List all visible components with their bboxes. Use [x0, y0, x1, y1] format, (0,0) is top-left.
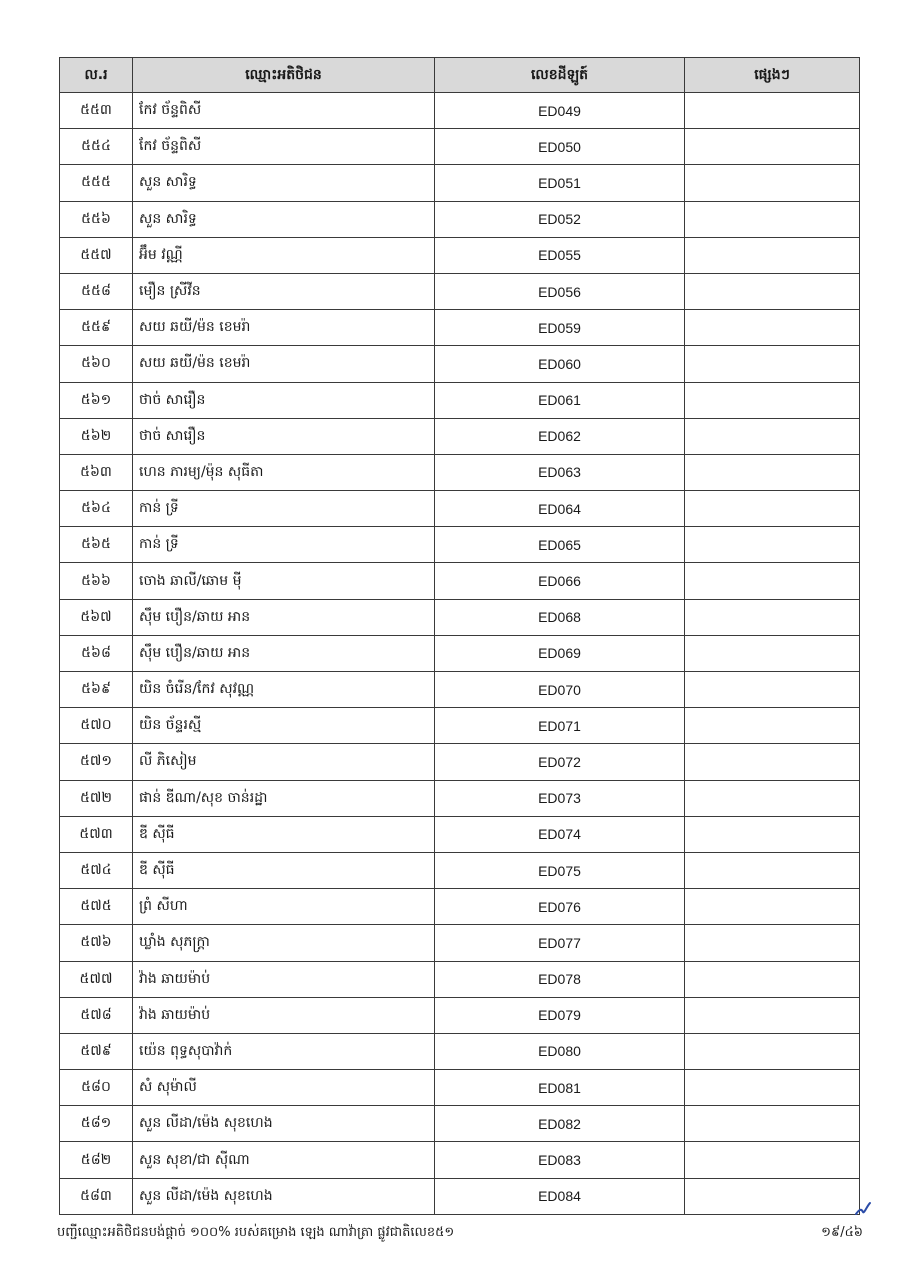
customer-name-cell: សយ ឆយី/ម៉ន ខេមរ៉ា: [133, 310, 435, 346]
row-number-cell: ៥៨១: [60, 1106, 133, 1142]
lot-number-cell: ED069: [435, 635, 685, 671]
row-number-cell: ៥៦៨: [60, 635, 133, 671]
remarks-cell: [685, 672, 860, 708]
lot-number-cell: ED068: [435, 599, 685, 635]
row-number-cell: ៥៦៣: [60, 454, 133, 490]
lot-number-cell: ED077: [435, 925, 685, 961]
lot-number-cell: ED066: [435, 563, 685, 599]
remarks-cell: [685, 852, 860, 888]
row-number-cell: ៥៥៧: [60, 237, 133, 273]
lot-number-cell: ED055: [435, 237, 685, 273]
remarks-cell: [685, 816, 860, 852]
customer-name-cell: កាន់ ទ្រី: [133, 527, 435, 563]
lot-number-cell: ED070: [435, 672, 685, 708]
row-number-cell: ៥៧៧: [60, 961, 133, 997]
remarks-cell: [685, 925, 860, 961]
row-number-cell: ៥៨០: [60, 1070, 133, 1106]
table-row: [60, 527, 860, 563]
customer-name-cell: កាន់ ទ្រី: [133, 491, 435, 527]
row-number-cell: ៥៧៣: [60, 816, 133, 852]
row-number-cell: ៥៧៩: [60, 1033, 133, 1069]
customer-name-cell: មឿន ស្រីវីន: [133, 273, 435, 309]
table-row: [60, 237, 860, 273]
remarks-cell: [685, 599, 860, 635]
row-number-cell: ៥៧៥: [60, 889, 133, 925]
row-number-cell: ៥៥៨: [60, 273, 133, 309]
initial-mark-icon: [852, 1200, 874, 1222]
lot-number-cell: ED084: [435, 1178, 685, 1214]
table-row: [60, 599, 860, 635]
customer-name-cell: យ៉េន ពុទ្ធសុបាវ៉ាក់: [133, 1033, 435, 1069]
lot-number-cell: ED063: [435, 454, 685, 490]
table-row: [60, 925, 860, 961]
lot-number-cell: ED051: [435, 165, 685, 201]
remarks-cell: [685, 1033, 860, 1069]
row-number-cell: ៥៧៤: [60, 852, 133, 888]
lot-number-cell: ED080: [435, 1033, 685, 1069]
lot-number-cell: ED074: [435, 816, 685, 852]
remarks-cell: [685, 491, 860, 527]
remarks-cell: [685, 165, 860, 201]
remarks-cell: [685, 310, 860, 346]
row-number-cell: ៥៨២: [60, 1142, 133, 1178]
customer-name-cell: ឌី ស៊ីធី: [133, 852, 435, 888]
lot-number-cell: ED081: [435, 1070, 685, 1106]
customer-name-cell: ផាន់ ឌីណា/សុខ ចាន់រដ្ឋា: [133, 780, 435, 816]
row-number-cell: ៥៧២: [60, 780, 133, 816]
remarks-cell: [685, 889, 860, 925]
row-number-cell: ៥៥៤: [60, 129, 133, 165]
table-row: [60, 672, 860, 708]
remarks-cell: [685, 635, 860, 671]
lot-number-cell: ED056: [435, 273, 685, 309]
row-number-cell: ៥៦៥: [60, 527, 133, 563]
customer-name-cell: សួន លីដា/ម៉េង សុខហេង: [133, 1178, 435, 1214]
customer-name-cell: ស៊ឹម បឿន/ឆាយ អាន: [133, 599, 435, 635]
customer-name-cell: វ៉ាង ឆាយម៉ាប់: [133, 997, 435, 1033]
row-number-cell: ៥៦៦: [60, 563, 133, 599]
table-row: [60, 382, 860, 418]
lot-number-cell: ED052: [435, 201, 685, 237]
customer-name-cell: លី ភិសៀម: [133, 744, 435, 780]
customer-name-cell: ស៊ឹម បឿន/ឆាយ អាន: [133, 635, 435, 671]
row-number-cell: ៥៧៦: [60, 925, 133, 961]
table-row: [60, 744, 860, 780]
table-row: [60, 889, 860, 925]
lot-number-cell: ED065: [435, 527, 685, 563]
table-row: [60, 346, 860, 382]
row-number-cell: ៥៧៨: [60, 997, 133, 1033]
table-row: [60, 165, 860, 201]
table-row: [60, 93, 860, 129]
lot-number-cell: ED064: [435, 491, 685, 527]
customer-name-cell: យិន ចំរើន/កែវ សុវណ្ណ: [133, 672, 435, 708]
table-row: [60, 454, 860, 490]
remarks-cell: [685, 961, 860, 997]
remarks-cell: [685, 129, 860, 165]
customer-name-cell: ឃ្លាំង សុភក្ត្រា: [133, 925, 435, 961]
customer-name-cell: ហេន ភារម្យ/ម៉ុន សុធីតា: [133, 454, 435, 490]
table-header-row: [60, 58, 860, 93]
customer-name-cell: សួន សារិទ្ធ: [133, 165, 435, 201]
table-row: [60, 1106, 860, 1142]
remarks-cell: [685, 997, 860, 1033]
lot-number-cell: ED072: [435, 744, 685, 780]
customer-name-cell: សយ ឆយី/ម៉ន ខេមរ៉ា: [133, 346, 435, 382]
table-row: [60, 310, 860, 346]
customer-name-cell: អ៊ឹម វណ្ណី: [133, 237, 435, 273]
row-number-cell: ៥៥៦: [60, 201, 133, 237]
remarks-cell: [685, 1178, 860, 1214]
remarks-cell: [685, 201, 860, 237]
remarks-cell: [685, 744, 860, 780]
lot-number-cell: ED082: [435, 1106, 685, 1142]
customer-name-cell: ព្រំ សីហា: [133, 889, 435, 925]
lot-number-cell: ED061: [435, 382, 685, 418]
table-row: [60, 491, 860, 527]
customer-name-cell: ថាច់ សារឿន: [133, 382, 435, 418]
row-number-cell: ៥៦៩: [60, 672, 133, 708]
remarks-cell: [685, 708, 860, 744]
table-row: [60, 1070, 860, 1106]
table-row: [60, 1142, 860, 1178]
customer-name-cell: វ៉ាង ឆាយម៉ាប់: [133, 961, 435, 997]
remarks-cell: [685, 346, 860, 382]
table-row: [60, 1178, 860, 1214]
header-customer-name: ឈ្មោះអតិថិជន: [133, 58, 435, 93]
lot-number-cell: ED083: [435, 1142, 685, 1178]
customer-name-cell: កែវ ច័ន្ទពិសី: [133, 93, 435, 129]
lot-number-cell: ED050: [435, 129, 685, 165]
remarks-cell: [685, 93, 860, 129]
lot-number-cell: ED078: [435, 961, 685, 997]
customer-name-cell: យិន ច័ន្ទរស្មី: [133, 708, 435, 744]
page-footer: [57, 1224, 863, 1248]
lot-number-cell: ED075: [435, 852, 685, 888]
remarks-cell: [685, 1070, 860, 1106]
table-row: [60, 1033, 860, 1069]
page-number: ១៩/៤៦: [821, 1225, 863, 1240]
lot-number-cell: ED076: [435, 889, 685, 925]
customer-table-container: [59, 57, 859, 1215]
table-row: [60, 852, 860, 888]
customer-name-cell: កែវ ច័ន្ទពិសី: [133, 129, 435, 165]
remarks-cell: [685, 454, 860, 490]
row-number-cell: ៥៨៣: [60, 1178, 133, 1214]
remarks-cell: [685, 563, 860, 599]
customer-name-cell: សួន សុខា/ជា ស៊ីណា: [133, 1142, 435, 1178]
remarks-cell: [685, 780, 860, 816]
lot-number-cell: ED073: [435, 780, 685, 816]
row-number-cell: ៥៦៧: [60, 599, 133, 635]
lot-number-cell: ED062: [435, 418, 685, 454]
row-number-cell: ៥៥៩: [60, 310, 133, 346]
row-number-cell: ៥៧០: [60, 708, 133, 744]
remarks-cell: [685, 1106, 860, 1142]
table-row: [60, 201, 860, 237]
table-row: [60, 816, 860, 852]
table-row: [60, 708, 860, 744]
lot-number-cell: ED049: [435, 93, 685, 129]
remarks-cell: [685, 418, 860, 454]
remarks-cell: [685, 237, 860, 273]
customer-name-cell: សំ សុម៉ាលី: [133, 1070, 435, 1106]
remarks-cell: [685, 382, 860, 418]
table-row: [60, 418, 860, 454]
customer-name-cell: ថាច់ សារឿន: [133, 418, 435, 454]
row-number-cell: ៥៦០: [60, 346, 133, 382]
row-number-cell: ៥៦១: [60, 382, 133, 418]
customer-name-cell: សួន លីដា/ម៉េង សុខហេង: [133, 1106, 435, 1142]
footer-title: បញ្ជីឈ្មោះអតិថិជនបង់ផ្តាច់ ១០០% របស់គម្រោង ឡេង ណាវ៉ាត្រា ផ្លូវជាតិលេខ៥១: [57, 1225, 455, 1240]
table-row: [60, 563, 860, 599]
row-number-cell: ៥៧១: [60, 744, 133, 780]
header-remarks: ផ្សេងៗ: [685, 58, 860, 93]
remarks-cell: [685, 1142, 860, 1178]
row-number-cell: ៥៦៤: [60, 491, 133, 527]
table-row: [60, 129, 860, 165]
table-row: [60, 961, 860, 997]
table-row: [60, 780, 860, 816]
lot-number-cell: ED071: [435, 708, 685, 744]
customer-name-cell: សួន សារិទ្ធ: [133, 201, 435, 237]
row-number-cell: ៥៥៥: [60, 165, 133, 201]
lot-number-cell: ED059: [435, 310, 685, 346]
header-lot-number: លេខដីឡូត៍: [435, 58, 685, 93]
remarks-cell: [685, 273, 860, 309]
row-number-cell: ៥៦២: [60, 418, 133, 454]
customer-name-cell: ចោង ឆាលី/ឆោម ម៉ី: [133, 563, 435, 599]
table-row: [60, 997, 860, 1033]
lot-number-cell: ED079: [435, 997, 685, 1033]
customer-name-cell: ឌី ស៊ីធី: [133, 816, 435, 852]
customer-table: [59, 57, 860, 1215]
table-row: [60, 273, 860, 309]
table-row: [60, 635, 860, 671]
header-number: ល.រ: [60, 58, 133, 93]
row-number-cell: ៥៥៣: [60, 93, 133, 129]
lot-number-cell: ED060: [435, 346, 685, 382]
remarks-cell: [685, 527, 860, 563]
